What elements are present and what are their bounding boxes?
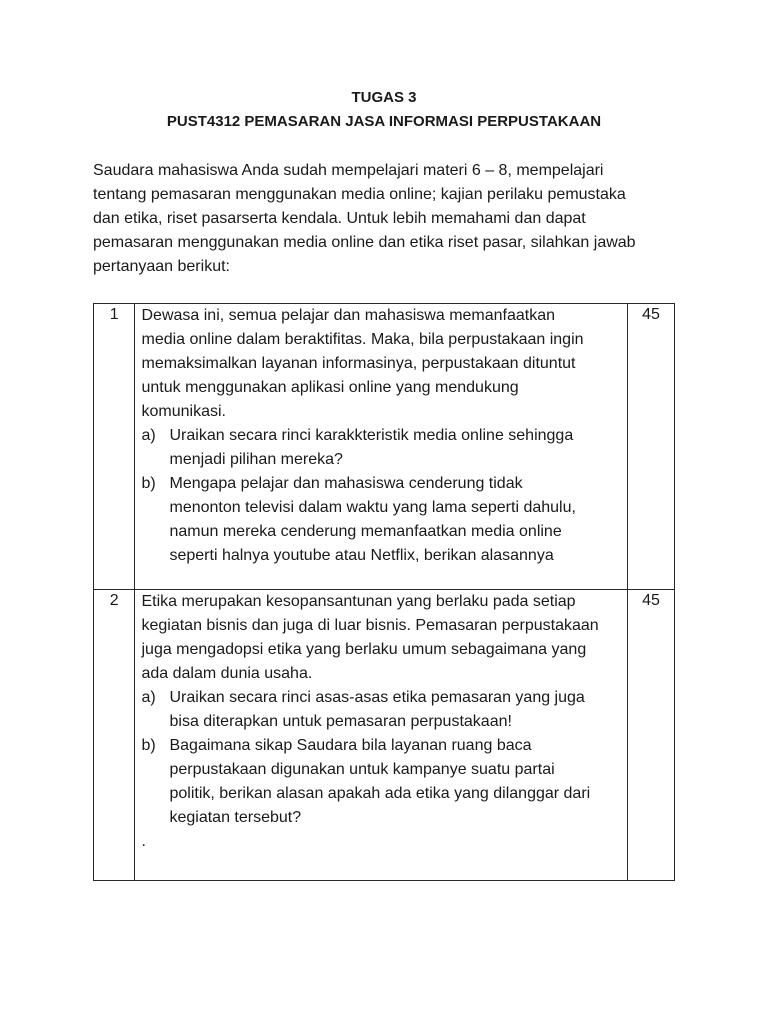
sub-question-line: seperti halnya youtube atau Netflix, berikan alasannya bbox=[169, 547, 554, 564]
intro-line: pemasaran menggunakan media online dan etika riset pasar, silahkan jawab bbox=[93, 234, 636, 251]
sub-question-line: menonton televisi dalam waktu yang lama seperti dahulu, bbox=[169, 499, 576, 516]
sub-question-line: Uraikan secara rinci asas-asas etika pemasaran yang juga bbox=[169, 689, 585, 706]
question-stem-line: memaksimalkan layanan informasinya, perpustakaan dituntut bbox=[141, 355, 576, 372]
trailing-period: . bbox=[141, 833, 146, 850]
question-number: 2 bbox=[94, 590, 135, 881]
sub-question-line: namun mereka cenderung memanfaatkan media online bbox=[169, 523, 562, 540]
sub-question-line: menjadi pilihan mereka? bbox=[169, 451, 343, 468]
question-score: 45 bbox=[628, 304, 675, 590]
question-number: 1 bbox=[94, 304, 135, 590]
question-stem-line: kegiatan bisnis dan juga di luar bisnis. Pemasaran perpustakaan bbox=[141, 617, 599, 634]
sub-question-marker: a) bbox=[141, 689, 156, 706]
sub-question-a bbox=[141, 424, 623, 472]
sub-question-line: perpustakaan digunakan untuk kampanye suatu partai bbox=[169, 761, 555, 778]
question-score: 45 bbox=[628, 590, 675, 881]
question-stem-line: komunikasi. bbox=[141, 403, 226, 420]
question-stem-line: Etika merupakan kesopansantunan yang berlaku pada setiap bbox=[141, 593, 576, 610]
intro-line: Saudara mahasiswa Anda sudah mempelajari materi 6 – 8, mempelajari bbox=[93, 162, 604, 179]
document-title: TUGAS 3 bbox=[351, 89, 417, 106]
sub-question-b bbox=[141, 472, 623, 568]
sub-question-marker: a) bbox=[141, 427, 156, 444]
sub-question-line: Uraikan secara rinci karakkteristik media online sehingga bbox=[169, 427, 574, 444]
question-stem-line: Dewasa ini, semua pelajar dan mahasiswa memanfaatkan bbox=[141, 307, 556, 324]
intro-line: dan etika, riset pasarserta kendala. Untuk lebih memahami dan dapat bbox=[93, 210, 586, 227]
sub-question-line: kegiatan tersebut? bbox=[169, 809, 302, 826]
question-row-2 bbox=[94, 590, 675, 881]
course-title: PUST4312 PEMASARAN JASA INFORMASI PERPUSTAKAAN bbox=[166, 113, 602, 130]
sub-question-line: bisa diterapkan untuk pemasaran perpustakaan! bbox=[169, 713, 512, 730]
question-stem-line: media online dalam beraktifitas. Maka, bila perpustakaan ingin bbox=[141, 331, 584, 348]
sub-question-line: politik, berikan alasan apakah ada etika yang dilanggar dari bbox=[169, 785, 591, 802]
question-text bbox=[135, 304, 628, 590]
question-stem-line: juga mengadopsi etika yang berlaku umum sebagaimana yang bbox=[141, 641, 587, 658]
sub-question-marker: b) bbox=[141, 475, 156, 492]
intro-line: tentang pemasaran menggunakan media online; kajian perilaku pemustaka bbox=[93, 186, 626, 203]
question-stem-line: untuk menggunakan aplikasi online yang mendukung bbox=[141, 379, 519, 396]
sub-question-line: Bagaimana sikap Saudara bila layanan ruang baca bbox=[169, 737, 532, 754]
intro-line: pertanyaan berikut: bbox=[93, 258, 230, 275]
sub-question-line: Mengapa pelajar dan mahasiswa cenderung tidak bbox=[169, 475, 523, 492]
question-text bbox=[135, 590, 628, 881]
question-stem-line: ada dalam dunia usaha. bbox=[141, 665, 313, 682]
sub-question-b bbox=[141, 734, 623, 830]
questions-table bbox=[93, 303, 675, 881]
question-row-1 bbox=[94, 304, 675, 590]
intro-paragraph bbox=[93, 159, 683, 279]
sub-question-marker: b) bbox=[141, 737, 156, 754]
sub-question-a bbox=[141, 686, 623, 734]
